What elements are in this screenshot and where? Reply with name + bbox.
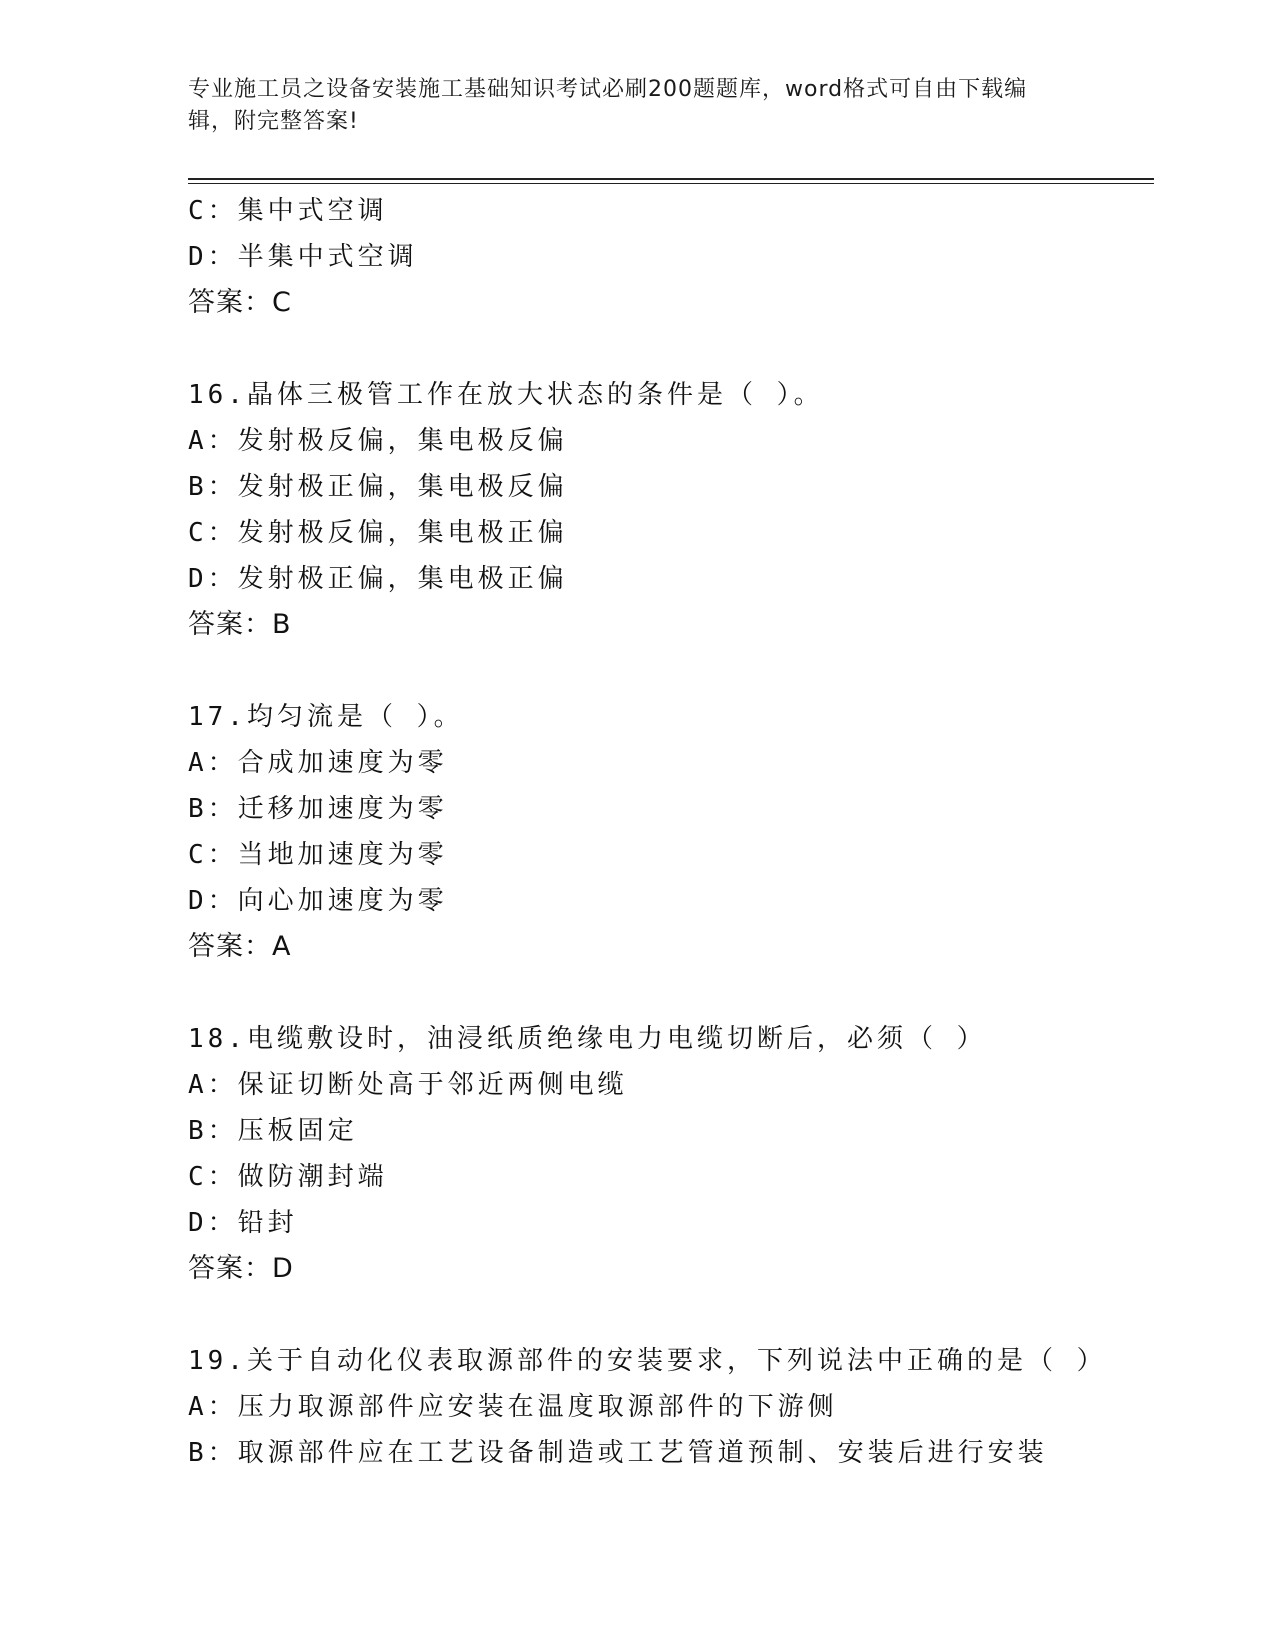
option-b: B：取源部件应在工艺设备制造或工艺管道预制、安装后进行安装 [188,1438,1048,1468]
question-16 [188,372,1154,648]
continued-question [188,188,1154,326]
header-rule-thin [188,183,1154,184]
question-19 [188,1338,1154,1476]
document-header: 专业施工员之设备安装施工基础知识考试必刷200题题库，word格式可自由下载编辑，附完整答案! [188,77,1028,134]
question-stem: 16.晶体三极管工作在放大状态的条件是（ ）。 [188,380,824,410]
option-c: C：当地加速度为零 [188,840,448,870]
option-c: C：做防潮封端 [188,1162,388,1192]
option-c: C：发射极反偏，集电极正偏 [188,518,568,548]
answer-line: 答案：C [188,287,292,318]
option-b: B：发射极正偏，集电极反偏 [188,472,568,502]
question-17 [188,694,1154,970]
option-d: D：发射极正偏，集电极正偏 [188,564,568,594]
option-c: C：集中式空调 [188,196,388,226]
question-stem: 18.电缆敷设时，油浸纸质绝缘电力电缆切断后，必须（ ） [188,1024,987,1054]
option-a: A：合成加速度为零 [188,748,448,778]
option-a: A：保证切断处高于邻近两侧电缆 [188,1070,628,1100]
option-d: D：半集中式空调 [188,242,418,272]
option-d: D：向心加速度为零 [188,886,448,916]
answer-line: 答案：A [188,931,292,962]
answer-line: 答案：D [188,1253,294,1284]
option-b: B：迁移加速度为零 [188,794,448,824]
question-stem: 17.均匀流是（ ）。 [188,702,464,732]
option-a: A：压力取源部件应安装在温度取源部件的下游侧 [188,1392,838,1422]
question-18 [188,1016,1154,1292]
question-stem: 19.关于自动化仪表取源部件的安装要求，下列说法中正确的是（ ） [188,1346,1107,1376]
option-d: D：铅封 [188,1208,298,1238]
header-rule-thick [188,178,1154,180]
question-content [188,188,1154,1476]
answer-line: 答案：B [188,609,292,640]
option-a: A：发射极反偏，集电极反偏 [188,426,568,456]
option-b: B：压板固定 [188,1116,358,1146]
